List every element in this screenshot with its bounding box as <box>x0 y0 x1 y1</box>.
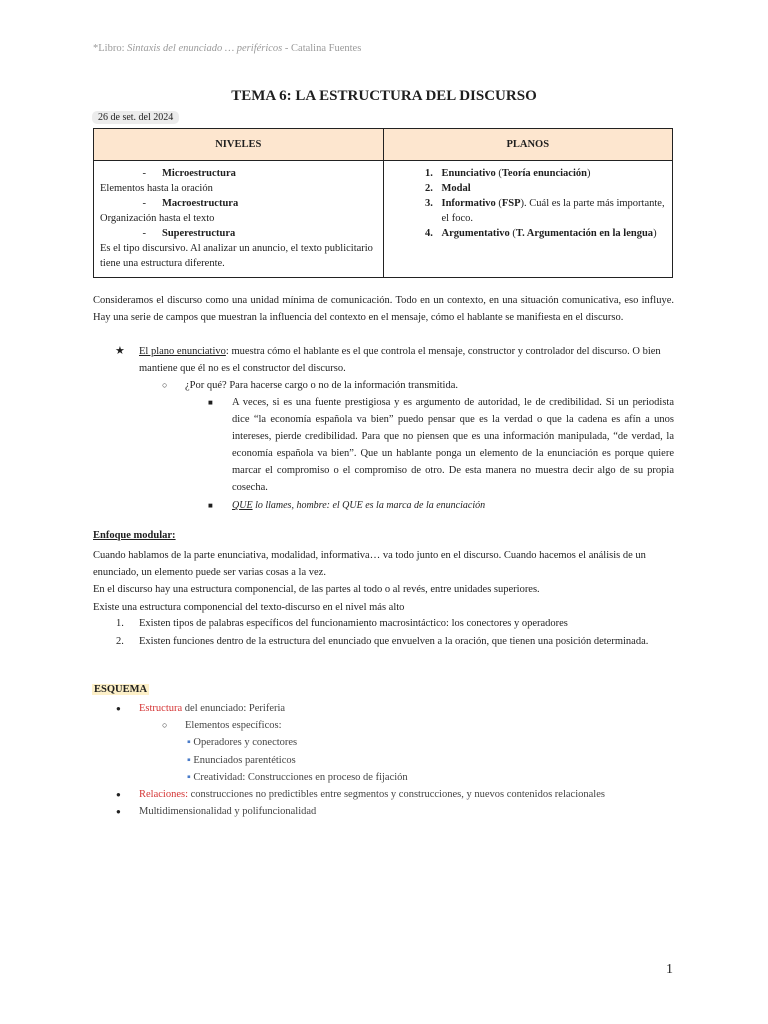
square-bullet-icon: ▪ <box>187 754 191 766</box>
plano-enunciativo-item: ★ El plano enunciativo: muestra cómo el hablante es el que controla el mensaje, constructor y controlador del discurso. O bien mantiene que él no es el constructor del discurso. <box>115 345 661 374</box>
page-title: TEMA 6: LA ESTRUCTURA DEL DISCURSO <box>231 88 537 104</box>
nivel-desc: Elementos hasta la oración <box>100 183 213 194</box>
square-bullet-icon: ■ <box>208 398 213 407</box>
plano-item: 2. Modal <box>436 181 667 196</box>
book-title: Sintaxis del enunciado … periféricos <box>127 43 283 54</box>
enfoque-line: Cuando hablamos de la parte enunciativa, modalidad, informativa… va todo junto en el discurso. Cuando hacemos el análisis de un enunciado, un elemento puede ser varias cosas a la vez. <box>93 550 646 579</box>
example-item: ■ A veces, si es una fuente prestigiosa y es argumento de autoridad, le de credibilidad. Si un periodista dice “la economía española va bien” puedo pensar que es la verdad o que la cadena es afín a unos intereses, pierde credibilidad. Para que no piensen que es una información manipulada, “de verdad, la economía española va bien”. Que un hablante ponga un elemento de la enunciación es porque quiere marcar el compromiso o el compromiso de otro. De esta manera no muestra decir algo de su propia cosecha. <box>93 394 674 496</box>
intro-paragraph: Consideramos el discurso como una unidad mínima de comunicación. Todo en un contexto, en una situación comunicativa, eso influye. Hay una serie de campos que muestran la influencia del contexto en el mensaje, cómo el hablante se manifiesta en el discurso. <box>93 295 674 324</box>
list-item: ● Estructura del enunciado: Periferia <box>93 700 693 717</box>
nivel-item: - Superestructura <box>142 228 236 239</box>
plano-enunciativo-term: El plano enunciativo <box>139 346 226 357</box>
list-item: ● Multidimensionalidad y polifuncionalidad <box>93 803 693 820</box>
niveles-cell <box>94 161 384 278</box>
page-number: 1 <box>666 962 673 977</box>
nivel-item: - Macroestructura <box>142 198 239 209</box>
square-bullet-icon: ■ <box>208 501 213 510</box>
star-icon: ★ <box>115 345 125 357</box>
question-item: ○ ¿Por qué? Para hacerse cargo o no de la información transmitida. <box>93 377 674 394</box>
plano-item: 3. Informativo (FSP). Cuál es la parte más importante, el foco. <box>436 196 667 226</box>
planos-header: PLANOS <box>383 129 673 161</box>
niveles-header: NIVELES <box>94 129 384 161</box>
enfoque-line: En el discurso hay una estructura componencial, de las partes al todo o al revés, entre unidades superiores. <box>93 584 540 596</box>
list-item: 2. Existen funciones dentro de la estructura del enunciado que envuelven a la oración, que tienen una posición determinada. <box>116 635 649 647</box>
list-item: ○ Elementos específicos: <box>93 717 693 734</box>
plano-item: 1. Enunciativo (Teoría enunciación) <box>436 166 667 181</box>
bullet-icon: ● <box>116 789 121 799</box>
esquema-heading: ESQUEMA <box>94 684 148 695</box>
que-example-item: ■ QUE lo llames, hombre: el QUE es la marca de la enunciación <box>93 497 674 514</box>
nivel-desc: Es el tipo discursivo. Al analizar un anuncio, el texto publicitario tiene una estructura diferente. <box>100 243 373 269</box>
list-item: ▪ Creatividad: Construcciones en proceso de fijación <box>187 771 408 783</box>
header-note: *Libro: Sintaxis del enunciado … periféricos - Catalina Fuentes <box>93 43 362 54</box>
nivel-desc: Organización hasta el texto <box>100 213 215 224</box>
circle-bullet-icon: ○ <box>162 720 168 731</box>
planos-list <box>390 166 667 241</box>
list-item: 1. Existen tipos de palabras específicos del funcionamiento macrosintáctico: los conectores y operadores <box>116 618 568 629</box>
planos-cell <box>383 161 673 278</box>
enfoque-heading: Enfoque modular: <box>93 530 176 541</box>
enfoque-line: Existe una estructura componencial del texto-discurso en el nivel más alto <box>93 601 405 613</box>
levels-table <box>93 128 673 278</box>
square-bullet-icon: ▪ <box>187 771 191 783</box>
enfoque-numbered-list <box>93 615 674 650</box>
list-item: ▪ Enunciados parentéticos <box>187 754 296 766</box>
square-bullet-icon: ▪ <box>187 737 191 749</box>
bullet-icon: ● <box>116 704 121 713</box>
circle-bullet-icon: ○ <box>162 380 168 390</box>
date-chip[interactable]: 26 de set. del 2024 <box>92 111 179 124</box>
plano-item: 4. Argumentativo (T. Argumentación en la lengua) <box>436 226 667 241</box>
list-item: ● Relaciones: construcciones no predictibles entre segmentos y construcciones, y nuevos contenidos relacionales <box>93 786 693 803</box>
enfoque-body <box>93 547 674 616</box>
nivel-item: - Microestructura <box>142 168 236 179</box>
esquema-list <box>93 700 693 820</box>
list-item: ▪ Operadores y conectores <box>187 737 298 749</box>
bullet-icon: ● <box>116 807 121 817</box>
